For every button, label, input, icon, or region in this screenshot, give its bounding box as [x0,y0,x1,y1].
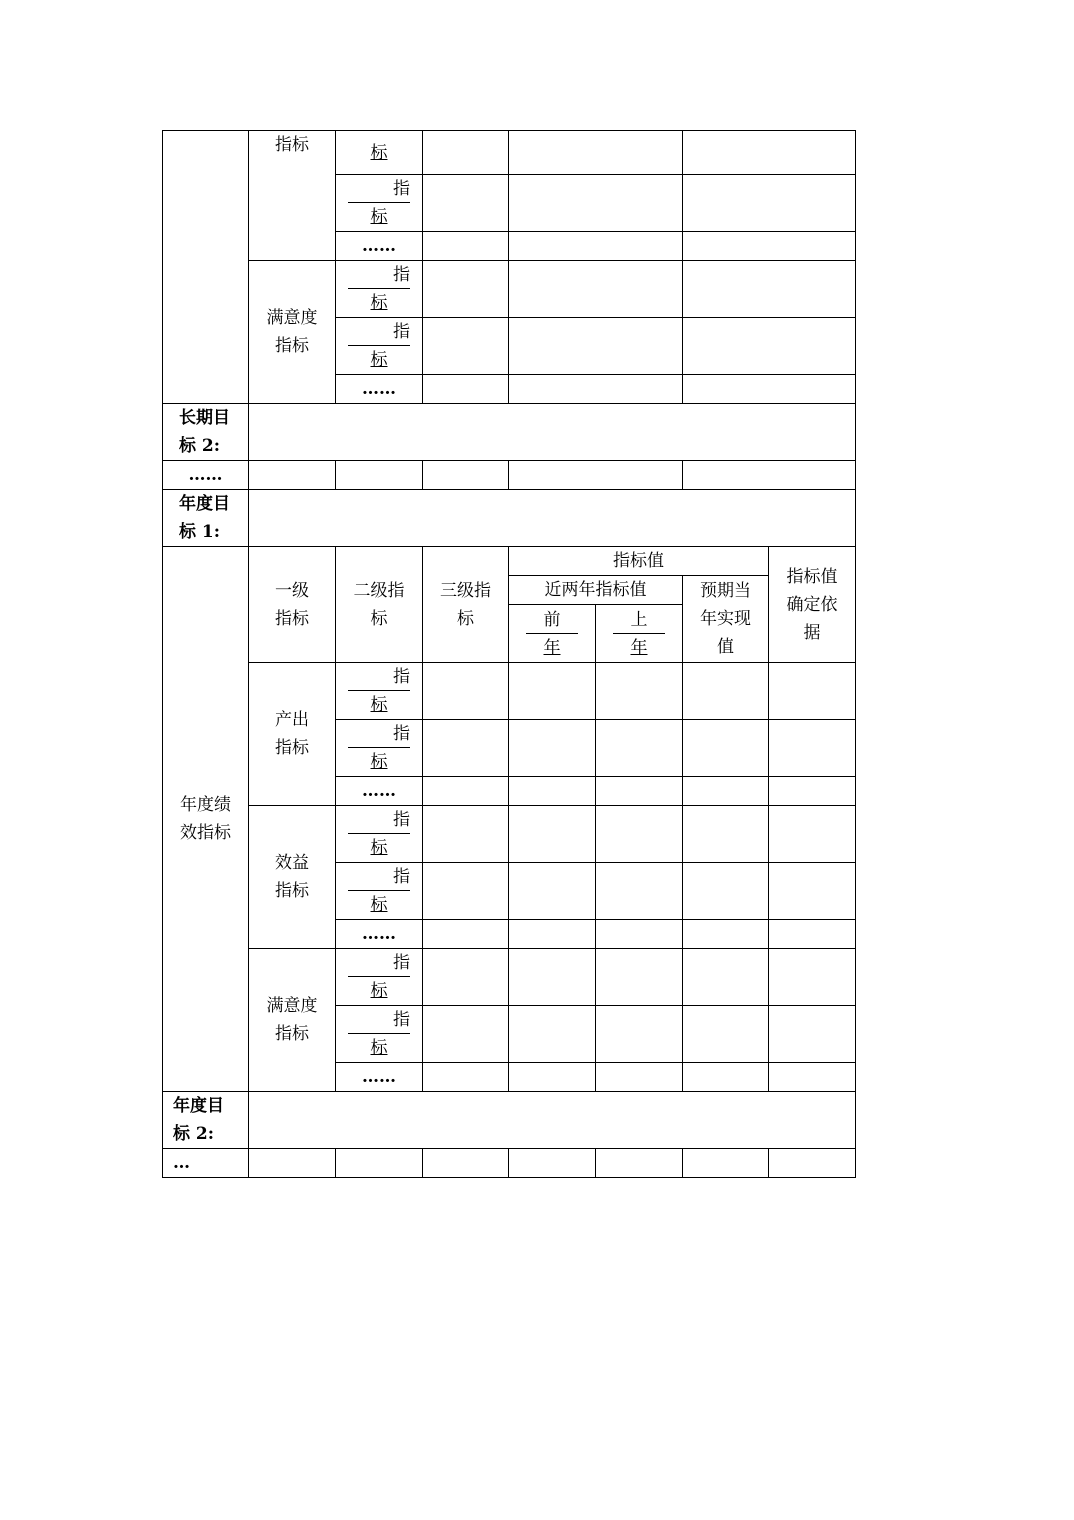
blank-cell [163,131,249,404]
benefit-group: 效益 指标 [249,806,336,949]
year-goal2-label: 年度目 标 2: [163,1092,249,1149]
dots-cell: …… [336,232,423,261]
indicator-cell: 指 标 [336,720,423,777]
expect-header: 预期当 年实现 值 [683,576,769,663]
prev-year-header: 前 年 [509,605,596,663]
annual-perf-label: 年度绩 效指标 [163,547,249,1092]
indicator-cell: 指 标 [336,261,423,318]
dots-cell: …… [336,375,423,404]
dots-cell: …… [336,777,423,806]
level1-header: 一级 指标 [249,547,336,663]
ellipsis-row-label: … [163,1149,249,1178]
indicator-cell: 指 标 [336,318,423,375]
indicator-cell: 指 标 [336,806,423,863]
basis-header: 指标值 确定依 据 [769,547,856,663]
indicator-cell: 指 标 [336,1006,423,1063]
document-page [162,130,856,1178]
long-goal2-label: 长期目 标 2: [163,404,249,461]
level3-header: 三级指 标 [423,547,509,663]
level2-header: 二级指 标 [336,547,423,663]
indicator-cell: 指 标 [336,949,423,1006]
level1-cell: 指标 [249,131,336,261]
indicator-cell: 指 标 [336,863,423,920]
satisfaction-cell: 满意度 指标 [249,261,336,404]
recent-header: 近两年指标值 [509,576,683,605]
indicator-cell: 指 标 [336,175,423,232]
performance-table [162,130,856,1178]
dots-cell: …… [336,920,423,949]
indicator-cell: 指 标 [336,663,423,720]
level2-cell: 标 [336,131,423,175]
last-year-header: 上 年 [596,605,683,663]
year-goal1-label: 年度目 标 1: [163,490,249,547]
satisfaction-group: 满意度 指标 [249,949,336,1092]
output-group: 产出 指标 [249,663,336,806]
dots-cell: …… [336,1063,423,1092]
dots-row-label: …… [163,461,249,490]
value-header: 指标值 [509,547,769,576]
